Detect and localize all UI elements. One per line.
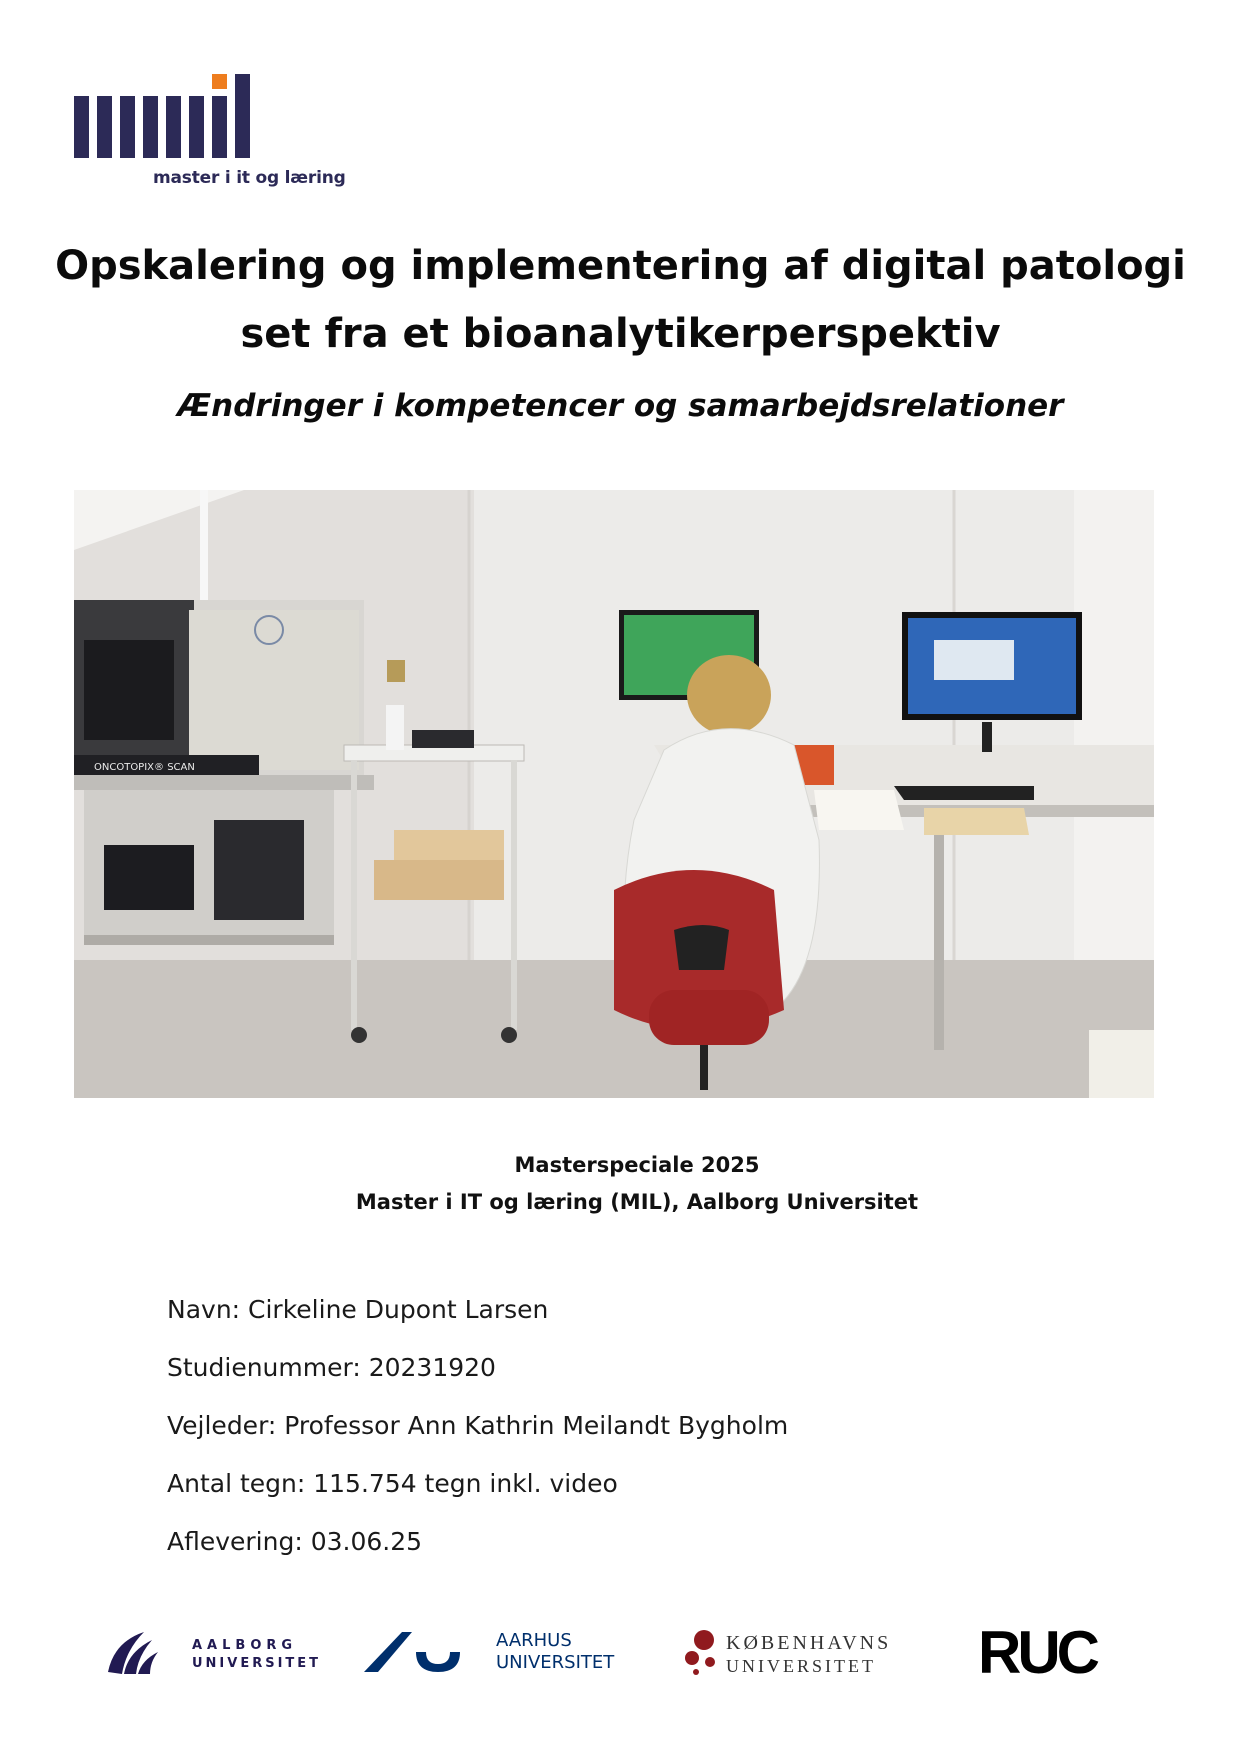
document-title — [0, 232, 1241, 368]
detail-character-count: Antal tegn: 115.754 tegn inkl. video — [167, 1469, 618, 1498]
student-details — [167, 1281, 788, 1571]
aalborg-universitet-logo — [104, 1626, 334, 1682]
aarhus-universitet-logo — [364, 1622, 644, 1682]
ku-line2: UNIVERSITET — [726, 1656, 876, 1676]
aau-line1: AALBORG — [192, 1638, 298, 1653]
thesis-info — [0, 1147, 1241, 1221]
detail-name: Navn: Cirkeline Dupont Larsen — [167, 1295, 549, 1324]
detail-supervisor: Vejleder: Professor Ann Kathrin Meilandt Bygholm — [167, 1411, 789, 1440]
cover-photo-lab — [74, 490, 1154, 1098]
title-line-2: set fra et bioanalytikerperspektiv — [240, 311, 1001, 357]
koebenhavns-universitet-logo — [684, 1626, 934, 1682]
au-line2: UNIVERSITET — [496, 1652, 615, 1673]
detail-student-number: Studienummer: 20231920 — [167, 1353, 496, 1382]
ruc-logo — [978, 1619, 1138, 1686]
ku-line1: KØBENHAVNS — [726, 1632, 892, 1654]
title-line-1: Opskalering og implementering af digital patologi — [55, 243, 1186, 289]
au-line1: AARHUS — [496, 1630, 572, 1651]
ku-dots-icon — [684, 1628, 724, 1678]
au-emblem-icon — [364, 1628, 474, 1676]
scanner-brand-label: ONCOTOPIX® SCAN — [94, 762, 195, 773]
aau-emblem-icon — [104, 1630, 164, 1678]
thesis-program: Master i IT og læring (MIL), Aalborg Universitet — [355, 1190, 919, 1214]
mil-tagline: master i it og læring — [153, 168, 346, 188]
thesis-type: Masterspeciale 2025 — [514, 1153, 760, 1177]
document-subtitle: Ændringer i kompetencer og samarbejdsrelationer — [177, 388, 1064, 424]
ruc-text: RUC — [978, 1619, 1096, 1686]
detail-submission-date: Aflevering: 03.06.25 — [167, 1527, 423, 1556]
aau-line2: UNIVERSITET — [192, 1656, 322, 1671]
